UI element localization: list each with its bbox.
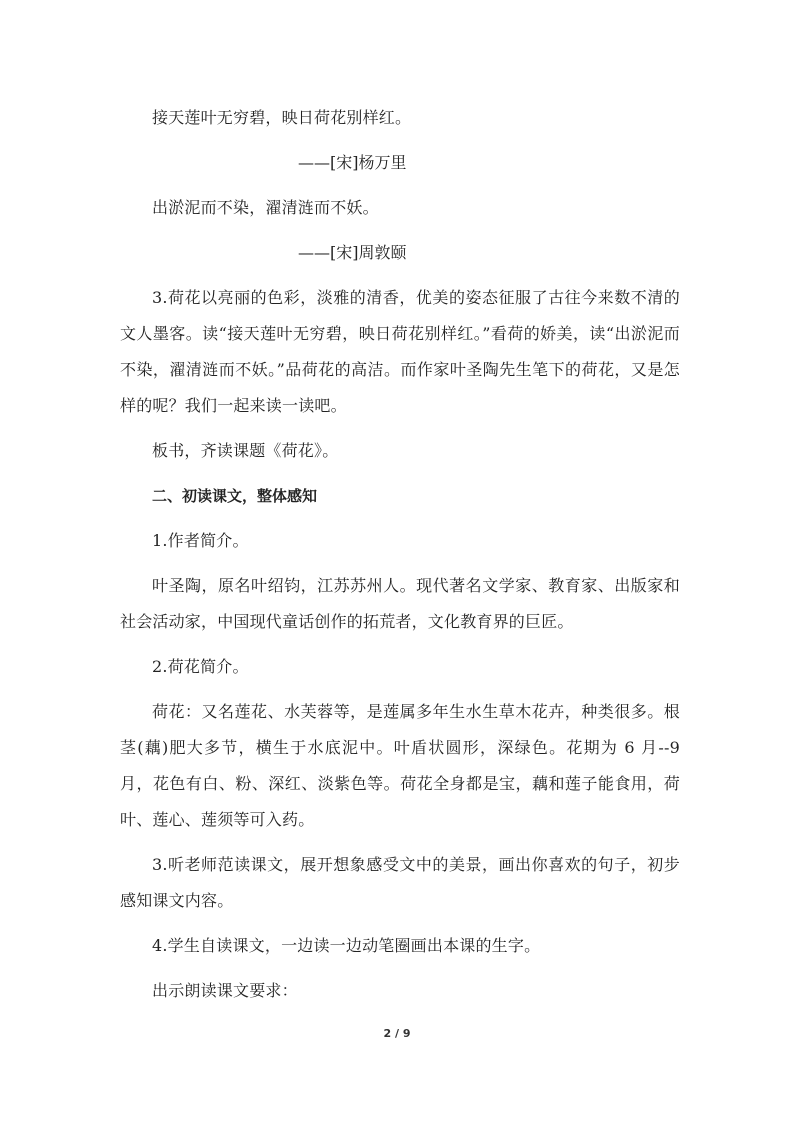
poem-attribution-yang-wanli: ——[宋]杨万里 <box>298 153 407 172</box>
poem-line-yang-wanli: 接天莲叶无穷碧，映日荷花别样红。 <box>152 108 412 127</box>
poem-attribution-zhou-dunyi: ——[宋]周敦颐 <box>298 243 407 262</box>
section-heading: 二、初读课文，整体感知 <box>152 487 318 505</box>
document-body <box>120 100 680 1018</box>
item-listen-reading: 3.听老师范读课文，展开想象感受文中的美景，画出你喜欢的句子，初步感知课文内容。 <box>120 855 680 910</box>
paragraph-reading-requirements: 出示朗读课文要求： <box>152 981 298 1000</box>
paragraph-lotus-intro: 3.荷花以亮丽的色彩，淡雅的清香，优美的姿态征服了古往今来数不清的文人墨客。读“接天莲叶无穷碧，映日荷花别样红。”看荷的娇美，读“出淤泥而不染，濯清涟而不妖。”品荷花的高洁。而作家叶圣陶先生笔下的荷花，又是怎样的呢？我们一起来读一读吧。 <box>120 288 680 415</box>
item-self-reading: 4.学生自读课文，一边读一边动笔圈画出本课的生字。 <box>152 936 541 955</box>
item-author-title: 1.作者简介。 <box>152 531 249 550</box>
item-lotus-body: 荷花：又名莲花、水芙蓉等，是莲属多年生水生草木花卉，种类很多。根茎(藕)肥大多节，横生于水底泥中。叶盾状圆形，深绿色。花期为 6 月--9 月，花色有白、粉、深红、淡紫色等。荷花全身都是宝，藕和莲子能食用，荷叶、莲心、莲须等可入药。 <box>120 702 680 829</box>
item-author-body: 叶圣陶，原名叶绍钧，江苏苏州人。现代著名文学家、教育家、出版家和社会活动家，中国现代童话创作的拓荒者，文化教育界的巨匠。 <box>120 576 680 631</box>
poem-line-zhou-dunyi: 出淤泥而不染，濯清涟而不妖。 <box>152 198 379 217</box>
page-number: 2 / 9 <box>383 1027 411 1040</box>
item-lotus-title: 2.荷花简介。 <box>152 657 249 676</box>
paragraph-board-note: 板书，齐读课题《荷花》。 <box>152 441 339 460</box>
